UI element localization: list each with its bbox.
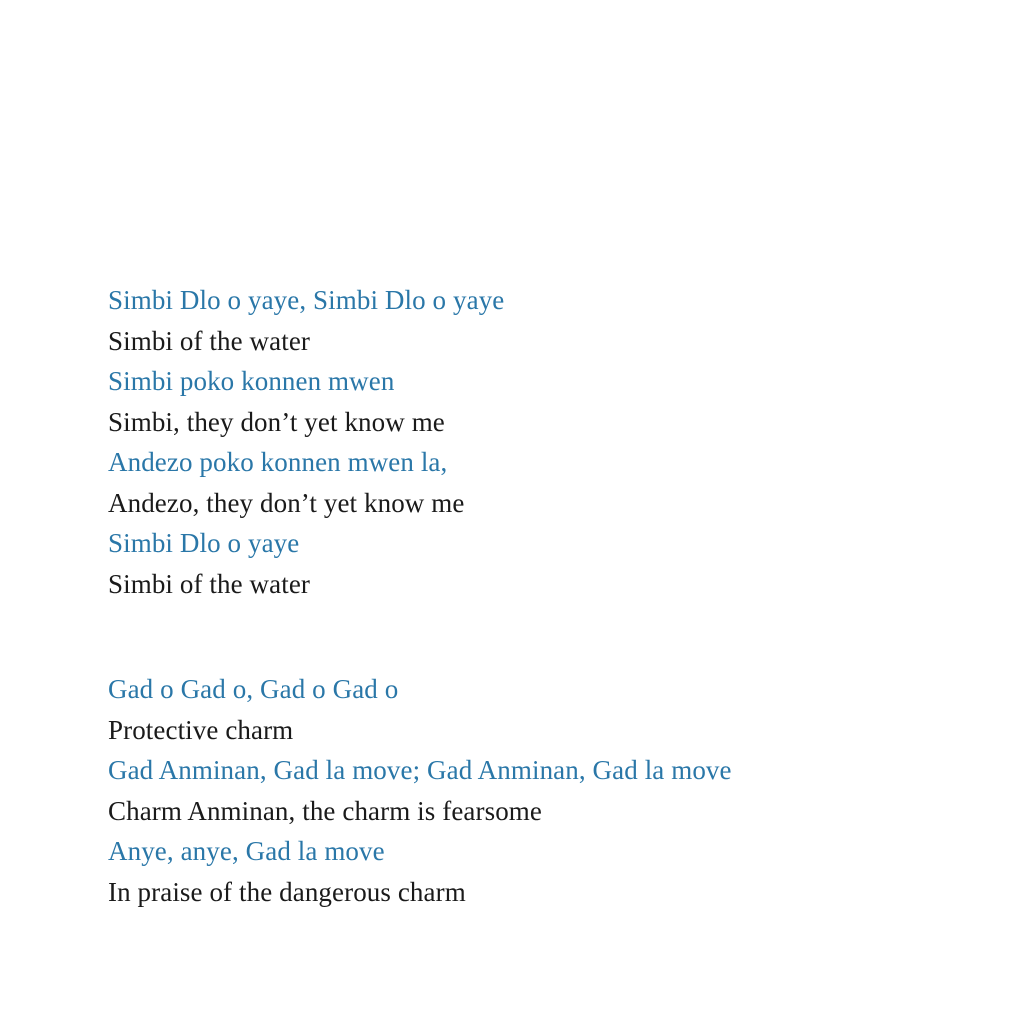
translation-line: Simbi of the water (108, 568, 311, 599)
translation-line: Andezo, they don’t yet know me (108, 487, 465, 518)
creole-line: Simbi Dlo o yaye (108, 528, 300, 558)
translation-line: Protective charm (108, 714, 294, 745)
translation-line: In praise of the dangerous charm (108, 876, 466, 907)
translation-line: Simbi of the water (108, 325, 311, 356)
translation-line: Simbi, they don’t yet know me (108, 406, 445, 437)
creole-line: Simbi poko konnen mwen (108, 366, 395, 396)
creole-line: Andezo poko konnen mwen la, (108, 447, 448, 477)
translation-line: Charm Anminan, the charm is fearsome (108, 795, 542, 826)
stanza-simbi (108, 280, 504, 604)
stanza-gad (108, 669, 732, 912)
creole-line: Gad Anminan, Gad la move; Gad Anminan, Gad la move (108, 755, 732, 785)
creole-line: Simbi Dlo o yaye, Simbi Dlo o yaye (108, 285, 505, 315)
creole-line: Gad o Gad o, Gad o Gad o (108, 674, 399, 704)
creole-line: Anye, anye, Gad la move (108, 836, 385, 866)
